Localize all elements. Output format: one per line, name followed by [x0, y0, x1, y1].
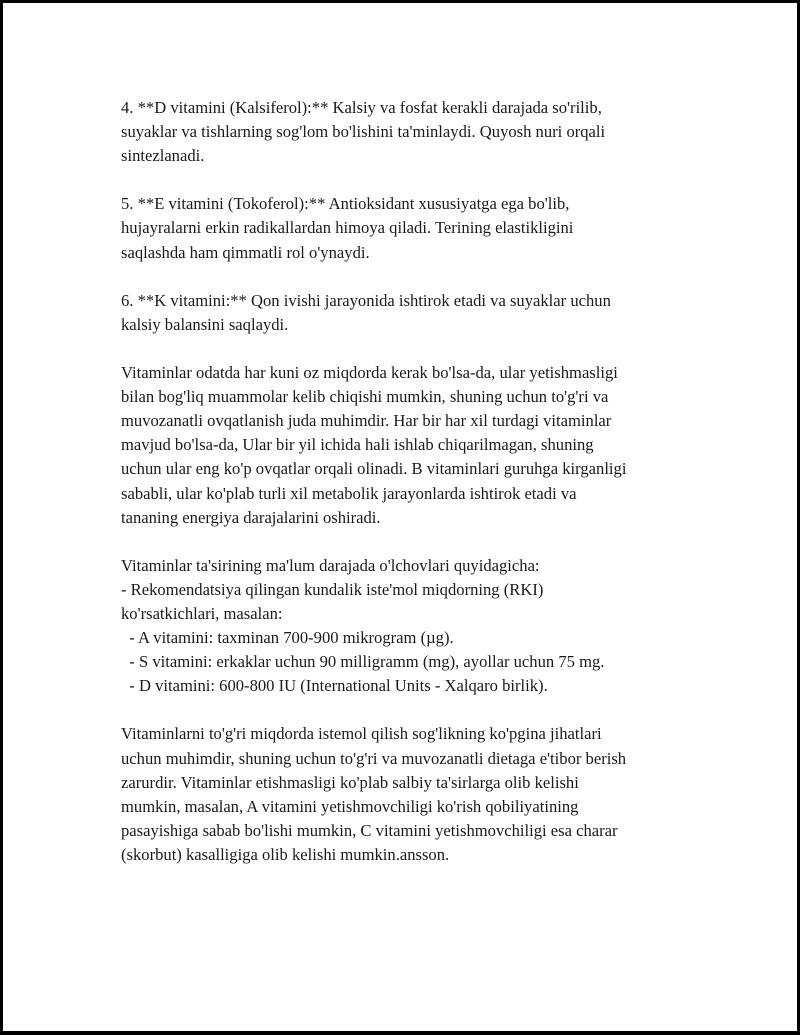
text-line: pasayishiga sabab bo'lishi mumkin, C vitamini yetishmovchiligi esa charar [121, 820, 618, 840]
text-line: uchun muhimdir, shuning uchun to'g'ri va muvozanatli dietaga e'tibor berish [121, 748, 627, 768]
text-line: tananing energiya darajalarini oshiradi. [121, 507, 381, 527]
text-line: muvozanatli ovqatlanish juda muhimdir. Har bir har xil turdagi vitaminlar [121, 411, 612, 431]
text-line: (skorbut) kasalligiga olib kelishi mumkin.ansson. [121, 844, 450, 864]
paragraph-vitamin-e [121, 192, 701, 264]
paragraph-vitamin-d [121, 96, 701, 168]
text-line: 6. **K vitamini:** Qon ivishi jarayonida ishtirok etadi va suyaklar uchun [121, 290, 611, 310]
text-line: kalsiy balansini saqlaydi. [121, 314, 289, 334]
sub-list-item: - A vitamini: taxminan 700-900 mikrogram (µg). [121, 628, 454, 648]
text-line: 5. **E vitamini (Tokoferol):** Antioksidant xususiyatga ega bo'lib, [121, 194, 570, 214]
sub-list-item: - D vitamini: 600-800 IU (International Units - Xalqaro birlik). [121, 676, 548, 696]
text-line: Vitaminlar ta'sirining ma'lum darajada o'lchovlari quyidagicha: [121, 555, 540, 575]
paragraph-conclusion [121, 722, 701, 867]
list-item: - Rekomendatsiya qilingan kundalik iste'mol miqdorning (RKI) [121, 579, 544, 599]
paragraph-vitamin-k [121, 289, 701, 337]
text-line: sintezlanadi. [121, 146, 205, 166]
text-line: mavjud bo'lsa-da, Ular bir yil ichida hali ishlab chiqarilmagan, shuning [121, 435, 594, 455]
text-line: mumkin, masalan, A vitamini yetishmovchiligi ko'rish qobiliyatining [121, 796, 579, 816]
text-line: ko'rsatkichlari, masalan: [121, 603, 283, 623]
text-line: zarurdir. Vitaminlar etishmasligi ko'plab salbiy ta'sirlarga olib kelishi [121, 772, 579, 792]
paragraph-general-info [121, 361, 701, 530]
text-line: hujayralarni erkin radikallardan himoya qiladi. Terining elastikligini [121, 218, 574, 238]
text-line: suyaklar va tishlarning sog'lom bo'lishini ta'minlaydi. Quyosh nuri orqali [121, 122, 606, 142]
text-line: Vitaminlar odatda har kuni oz miqdorda kerak bo'lsa-da, ular yetishmasligi [121, 363, 618, 383]
paragraph-measurements [121, 554, 701, 699]
text-line: Vitaminlarni to'g'ri miqdorda istemol qilish sog'likning ko'pgina jihatlari [121, 724, 602, 744]
text-line: 4. **D vitamini (Kalsiferol):** Kalsiy va fosfat kerakli darajada so'rilib, [121, 98, 602, 117]
text-line: saqlashda ham qimmatli rol o'ynaydi. [121, 242, 370, 262]
text-line: uchun ular eng ko'p ovqatlar orqali olinadi. B vitaminlari guruhga kirganligi [121, 459, 627, 479]
text-line: sababli, ular ko'plab turli xil metabolik jarayonlarda ishtirok etadi va [121, 483, 577, 503]
sub-list-item: - S vitamini: erkaklar uchun 90 milligramm (mg), ayollar uchun 75 mg. [121, 652, 605, 672]
text-line: bilan bog'liq muammolar kelib chiqishi mumkin, shuning uchun to'g'ri va [121, 387, 609, 407]
document-body [121, 96, 701, 891]
